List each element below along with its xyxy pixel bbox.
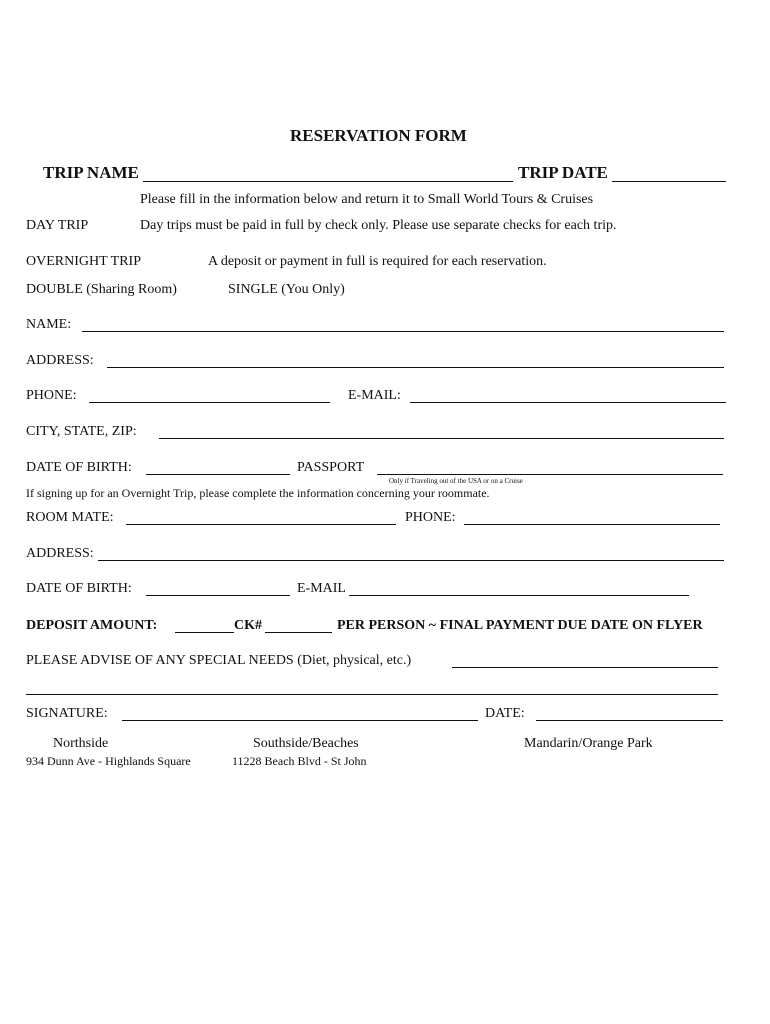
name-field[interactable] [82, 331, 724, 332]
roommate-dob-label: DATE OF BIRTH: [26, 581, 132, 596]
roommate-dob-field[interactable] [146, 595, 290, 596]
roommate-email-field[interactable] [349, 595, 689, 596]
dob-label: DATE OF BIRTH: [26, 460, 132, 475]
location-northside-address: 934 Dunn Ave - Highlands Square [26, 754, 191, 768]
roommate-phone-field[interactable] [464, 524, 720, 525]
special-needs-label: PLEASE ADVISE OF ANY SPECIAL NEEDS (Diet, physical, etc.) [26, 653, 412, 668]
address-field[interactable] [107, 367, 724, 368]
roommate-email-label: E-MAIL [297, 581, 346, 596]
name-label: NAME: [26, 317, 72, 332]
single-option: SINGLE (You Only) [228, 282, 345, 297]
phone-field[interactable] [89, 402, 330, 403]
day-trip-label: DAY TRIP [26, 218, 89, 233]
roommate-phone-label: PHONE: [405, 510, 456, 525]
email-field[interactable] [410, 402, 726, 403]
location-mandarin: Mandarin/Orange Park [524, 736, 653, 751]
passport-field[interactable] [377, 474, 723, 475]
double-option: DOUBLE (Sharing Room) [26, 282, 177, 297]
location-southside: Southside/Beaches [253, 736, 359, 751]
passport-label: PASSPORT [297, 460, 365, 475]
signature-field[interactable] [122, 720, 478, 721]
trip-name-label: TRIP NAME [43, 163, 139, 182]
date-field[interactable] [536, 720, 723, 721]
dob-field[interactable] [146, 474, 290, 475]
overnight-trip-note: A deposit or payment in full is required for each reservation. [208, 254, 547, 269]
deposit-amount-field[interactable] [175, 632, 234, 633]
trip-date-field[interactable] [612, 181, 726, 182]
signature-label: SIGNATURE: [26, 706, 108, 721]
roommate-field[interactable] [126, 524, 396, 525]
city-state-zip-field[interactable] [159, 438, 724, 439]
trip-date-label: TRIP DATE [518, 163, 608, 182]
date-label: DATE: [485, 706, 525, 721]
trip-name-field[interactable] [143, 181, 513, 182]
phone-label: PHONE: [26, 388, 77, 403]
roommate-address-field[interactable] [98, 560, 724, 561]
page-title: RESERVATION FORM [290, 126, 467, 145]
overnight-trip-label: OVERNIGHT TRIP [26, 254, 141, 269]
roommate-address-label: ADDRESS: [26, 546, 94, 561]
special-needs-field[interactable] [452, 667, 718, 668]
deposit-label: DEPOSIT AMOUNT: [26, 618, 158, 633]
special-needs-field-line2[interactable] [26, 694, 718, 695]
email-label: E-MAIL: [348, 388, 401, 403]
location-southside-address: 11228 Beach Blvd - St John [232, 754, 367, 768]
check-number-label: CK# [234, 618, 262, 633]
location-northside: Northside [53, 736, 109, 751]
city-state-zip-label: CITY, STATE, ZIP: [26, 424, 137, 439]
address-label: ADDRESS: [26, 353, 94, 368]
per-person-text: PER PERSON ~ FINAL PAYMENT DUE DATE ON FLYER [337, 618, 703, 633]
roommate-note: If signing up for an Overnight Trip, please complete the information concerning your roommate. [26, 486, 490, 500]
instructions-text: Please fill in the information below and return it to Small World Tours & Cruises [140, 192, 594, 207]
check-number-field[interactable] [265, 632, 332, 633]
passport-note: Only if Traveling out of the USA or on a Cruise [389, 477, 523, 485]
day-trip-note: Day trips must be paid in full by check only. Please use separate checks for each trip. [140, 218, 617, 233]
roommate-label: ROOM MATE: [26, 510, 114, 525]
